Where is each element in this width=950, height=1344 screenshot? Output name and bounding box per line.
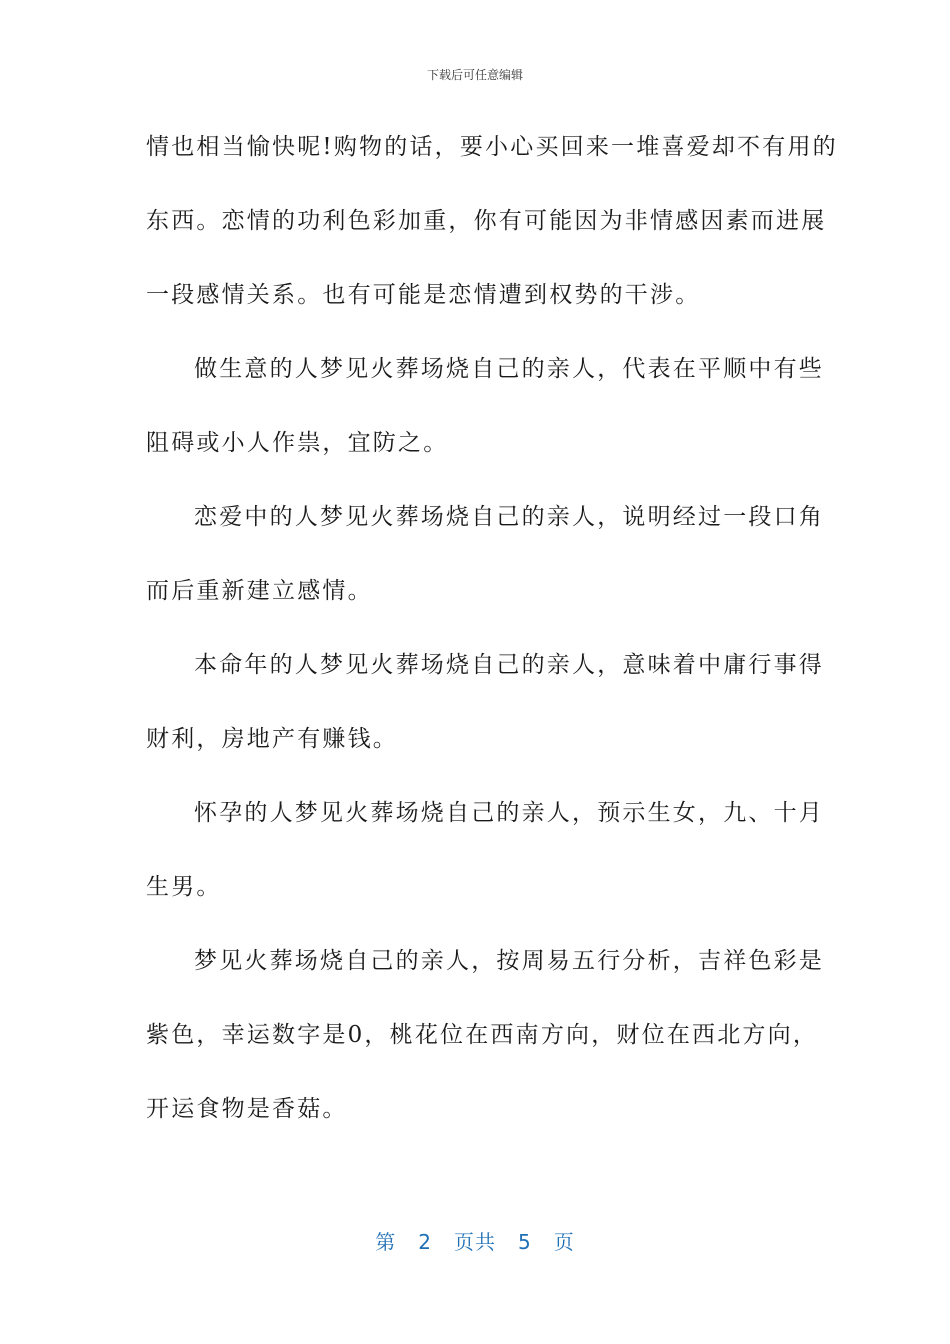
text-line: 开运食物是香菇。	[146, 1096, 348, 1122]
paragraph-4	[146, 628, 824, 776]
text-line: 财利，房地产有赚钱。	[146, 726, 398, 752]
text-line: 怀孕的人梦见火葬场烧自己的亲人，预示生女，九、十月	[194, 800, 824, 826]
page-number-footer	[0, 1226, 950, 1255]
page-suffix: 页	[553, 1230, 575, 1254]
total-pages-number: 5	[518, 1230, 532, 1254]
current-page-number: 2	[418, 1230, 432, 1254]
text-line: 阻碍或小人作祟，宜防之。	[146, 430, 449, 456]
text-line: 东西。恋情的功利色彩加重，你有可能因为非情感因素而进展	[146, 208, 827, 234]
paragraph-6	[146, 924, 824, 1146]
text-line: 做生意的人梦见火葬场烧自己的亲人，代表在平顺中有些	[194, 356, 824, 382]
paragraph-2	[146, 332, 824, 480]
text-line: 而后重新建立感情。	[146, 578, 373, 604]
document-body	[146, 110, 838, 1146]
paragraph-3	[146, 480, 824, 628]
header-note: 下载后可任意编辑	[426, 68, 523, 82]
text-line: 本命年的人梦见火葬场烧自己的亲人，意味着中庸行事得	[194, 652, 824, 678]
paragraph-1	[146, 110, 838, 332]
page-prefix: 第	[375, 1230, 397, 1254]
page-middle-text: 页共	[454, 1230, 496, 1254]
text-line: 情也相当愉快呢!购物的话，要小心买回来一堆喜爱却不有用的	[146, 134, 838, 160]
text-line: 紫色，幸运数字是0，桃花位在西南方向，财位在西北方向，	[146, 1022, 819, 1048]
paragraph-5	[146, 776, 824, 924]
text-line: 一段感情关系。也有可能是恋情遭到权势的干涉。	[146, 282, 701, 308]
text-line: 梦见火葬场烧自己的亲人，按周易五行分析，吉祥色彩是	[194, 948, 824, 974]
text-line: 生男。	[146, 874, 222, 900]
text-line: 恋爱中的人梦见火葬场烧自己的亲人，说明经过一段口角	[194, 504, 824, 530]
